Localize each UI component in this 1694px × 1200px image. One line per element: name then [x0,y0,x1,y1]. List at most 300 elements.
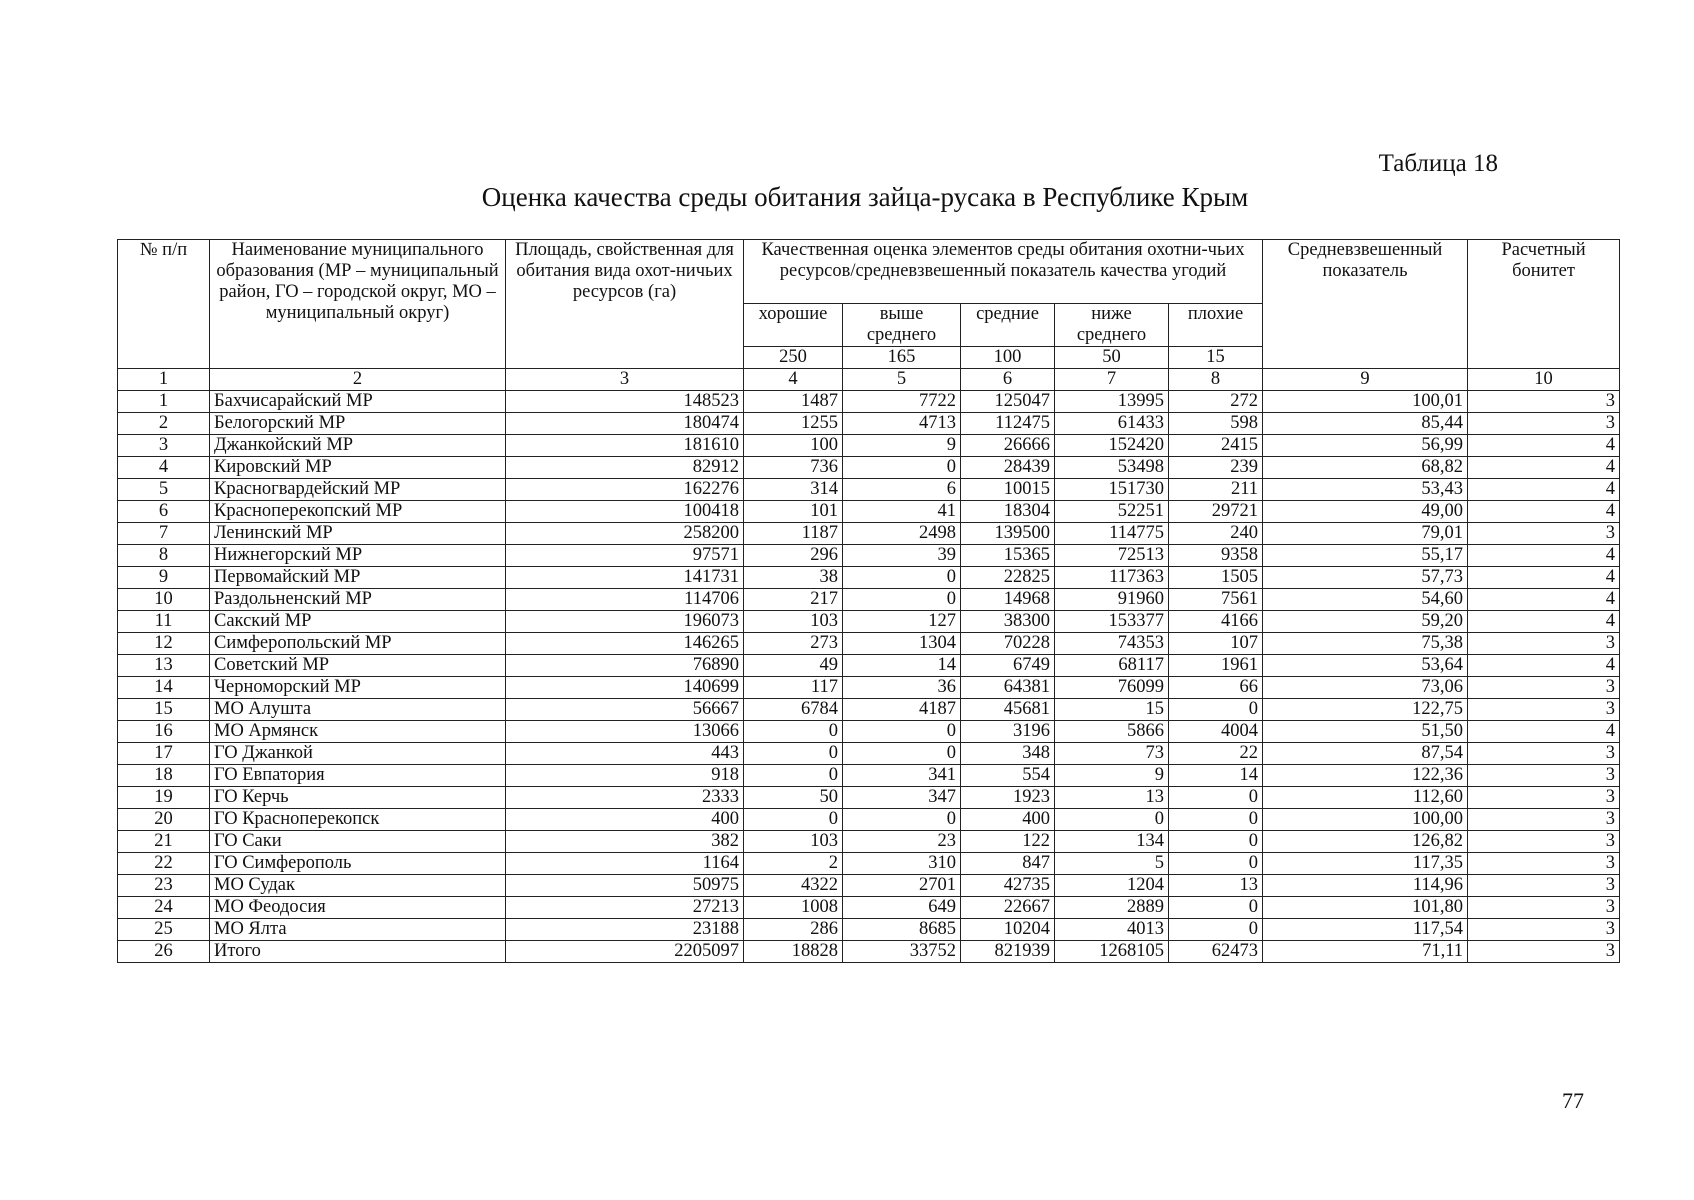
quality-below-average-cell: 5866 [1055,721,1169,743]
quality-average-cell: 42735 [961,875,1055,897]
quality-poor-cell: 14 [1169,765,1263,787]
column-number: 6 [961,369,1055,391]
quality-below-average-cell: 72513 [1055,545,1169,567]
header-weighted: Средневзвешенный показатель [1263,240,1468,369]
row-number-cell: 11 [118,611,210,633]
quality-average-cell: 70228 [961,633,1055,655]
area-cell: 180474 [506,413,744,435]
bonitet-cell: 4 [1468,567,1620,589]
bonitet-cell: 3 [1468,897,1620,919]
quality-above-average-cell: 127 [843,611,961,633]
quality-average-cell: 122 [961,831,1055,853]
quality-average-cell: 28439 [961,457,1055,479]
bonitet-cell: 4 [1468,457,1620,479]
weighted-indicator-cell: 68,82 [1263,457,1468,479]
area-cell: 2333 [506,787,744,809]
quality-above-average-cell: 0 [843,567,961,589]
area-cell: 443 [506,743,744,765]
municipality-name-cell: Бахчисарайский МР [210,391,506,413]
bonitet-cell: 3 [1468,831,1620,853]
quality-below-average-cell: 53498 [1055,457,1169,479]
quality-above-average-cell: 14 [843,655,961,677]
row-number-cell: 12 [118,633,210,655]
bonitet-cell: 4 [1468,501,1620,523]
quality-poor-cell: 272 [1169,391,1263,413]
area-cell: 181610 [506,435,744,457]
quality-poor-cell: 4166 [1169,611,1263,633]
quality-below-average-cell: 74353 [1055,633,1169,655]
quality-average-cell: 3196 [961,721,1055,743]
bonitet-cell: 3 [1468,875,1620,897]
area-cell: 382 [506,831,744,853]
row-number-cell: 21 [118,831,210,853]
quality-poor-cell: 0 [1169,831,1263,853]
quality-poor-cell: 0 [1169,809,1263,831]
row-number-cell: 7 [118,523,210,545]
table-row [118,897,1620,919]
data-table [117,239,1620,963]
area-cell: 140699 [506,677,744,699]
quality-good-cell: 314 [744,479,843,501]
table-row [118,765,1620,787]
area-cell: 76890 [506,655,744,677]
municipality-name-cell: МО Алушта [210,699,506,721]
quality-poor-cell: 0 [1169,897,1263,919]
bonitet-cell: 3 [1468,743,1620,765]
page-number: 77 [1562,1088,1584,1113]
quality-poor-cell: 107 [1169,633,1263,655]
row-number-cell: 16 [118,721,210,743]
quality-good-cell: 101 [744,501,843,523]
quality-good-cell: 286 [744,919,843,941]
quality-good-cell: 6784 [744,699,843,721]
table-row [118,721,1620,743]
column-number: 9 [1263,369,1468,391]
municipality-name-cell: МО Судак [210,875,506,897]
quality-good-cell: 0 [744,765,843,787]
area-cell: 50975 [506,875,744,897]
table-row [118,501,1620,523]
municipality-name-cell: Ленинский МР [210,523,506,545]
municipality-name-cell: Симферопольский МР [210,633,506,655]
quality-poor-cell: 211 [1169,479,1263,501]
bonitet-cell: 3 [1468,391,1620,413]
area-cell: 918 [506,765,744,787]
weighted-indicator-cell: 79,01 [1263,523,1468,545]
area-cell: 196073 [506,611,744,633]
quality-average-cell: 1923 [961,787,1055,809]
quality-above-average-cell: 2498 [843,523,961,545]
row-number-cell: 10 [118,589,210,611]
quality-below-average-cell: 117363 [1055,567,1169,589]
quality-average-cell: 18304 [961,501,1055,523]
table-row [118,809,1620,831]
quality-below-average-cell: 1204 [1055,875,1169,897]
weighted-indicator-cell: 54,60 [1263,589,1468,611]
quality-poor-cell: 62473 [1169,941,1263,963]
quality-below-average-cell: 13995 [1055,391,1169,413]
header-weight-below-average: 50 [1055,347,1169,369]
quality-below-average-cell: 2889 [1055,897,1169,919]
row-number-cell: 13 [118,655,210,677]
quality-good-cell: 0 [744,721,843,743]
municipality-name-cell: МО Феодосия [210,897,506,919]
area-cell: 1164 [506,853,744,875]
weighted-indicator-cell: 53,64 [1263,655,1468,677]
table-row [118,655,1620,677]
quality-above-average-cell: 649 [843,897,961,919]
area-cell: 258200 [506,523,744,545]
bonitet-cell: 4 [1468,655,1620,677]
quality-above-average-cell: 0 [843,721,961,743]
area-cell: 13066 [506,721,744,743]
quality-poor-cell: 66 [1169,677,1263,699]
bonitet-cell: 4 [1468,721,1620,743]
bonitet-cell: 3 [1468,699,1620,721]
quality-average-cell: 847 [961,853,1055,875]
column-number: 7 [1055,369,1169,391]
quality-poor-cell: 7561 [1169,589,1263,611]
quality-below-average-cell: 13 [1055,787,1169,809]
area-cell: 56667 [506,699,744,721]
quality-good-cell: 1187 [744,523,843,545]
weighted-indicator-cell: 55,17 [1263,545,1468,567]
quality-below-average-cell: 68117 [1055,655,1169,677]
quality-average-cell: 10204 [961,919,1055,941]
column-number: 1 [118,369,210,391]
municipality-name-cell: Сакский МР [210,611,506,633]
quality-poor-cell: 240 [1169,523,1263,545]
area-cell: 400 [506,809,744,831]
table-row [118,589,1620,611]
bonitet-cell: 3 [1468,765,1620,787]
quality-below-average-cell: 152420 [1055,435,1169,457]
quality-good-cell: 273 [744,633,843,655]
row-number-cell: 22 [118,853,210,875]
table-row [118,831,1620,853]
bonitet-cell: 3 [1468,941,1620,963]
quality-poor-cell: 1961 [1169,655,1263,677]
weighted-indicator-cell: 114,96 [1263,875,1468,897]
municipality-name-cell: ГО Саки [210,831,506,853]
quality-above-average-cell: 6 [843,479,961,501]
column-number: 2 [210,369,506,391]
area-cell: 162276 [506,479,744,501]
header-name: Наименование муниципального образования (МР – муниципальный район, ГО – городской округ, МО – муниципальный округ) [210,240,506,369]
row-number-cell: 15 [118,699,210,721]
table-label: Таблица 18 [1378,150,1498,177]
quality-good-cell: 18828 [744,941,843,963]
weighted-indicator-cell: 122,36 [1263,765,1468,787]
weighted-indicator-cell: 117,54 [1263,919,1468,941]
quality-average-cell: 38300 [961,611,1055,633]
quality-poor-cell: 0 [1169,853,1263,875]
header-quality-above-average: выше среднего [843,304,961,347]
quality-below-average-cell: 76099 [1055,677,1169,699]
quality-good-cell: 0 [744,809,843,831]
area-cell: 146265 [506,633,744,655]
quality-below-average-cell: 5 [1055,853,1169,875]
weighted-indicator-cell: 85,44 [1263,413,1468,435]
bonitet-cell: 4 [1468,611,1620,633]
quality-above-average-cell: 7722 [843,391,961,413]
municipality-name-cell: Белогорский МР [210,413,506,435]
quality-above-average-cell: 33752 [843,941,961,963]
table-row [118,545,1620,567]
column-number: 3 [506,369,744,391]
quality-above-average-cell: 347 [843,787,961,809]
document-title: Оценка качества среды обитания зайца-русака в Республике Крым [481,182,1249,212]
quality-average-cell: 64381 [961,677,1055,699]
quality-poor-cell: 239 [1169,457,1263,479]
bonitet-cell: 3 [1468,787,1620,809]
table-row [118,875,1620,897]
municipality-name-cell: МО Ялта [210,919,506,941]
area-cell: 141731 [506,567,744,589]
area-cell: 23188 [506,919,744,941]
quality-poor-cell: 1505 [1169,567,1263,589]
quality-below-average-cell: 61433 [1055,413,1169,435]
row-number-cell: 23 [118,875,210,897]
quality-below-average-cell: 0 [1055,809,1169,831]
municipality-name-cell: Кировский МР [210,457,506,479]
table-row [118,699,1620,721]
row-number-cell: 9 [118,567,210,589]
quality-below-average-cell: 151730 [1055,479,1169,501]
municipality-name-cell: Советский МР [210,655,506,677]
quality-above-average-cell: 39 [843,545,961,567]
area-cell: 2205097 [506,941,744,963]
table-row [118,611,1620,633]
quality-good-cell: 117 [744,677,843,699]
quality-average-cell: 10015 [961,479,1055,501]
row-number-cell: 26 [118,941,210,963]
bonitet-cell: 3 [1468,677,1620,699]
weighted-indicator-cell: 112,60 [1263,787,1468,809]
area-cell: 100418 [506,501,744,523]
quality-poor-cell: 13 [1169,875,1263,897]
area-cell: 148523 [506,391,744,413]
quality-good-cell: 1008 [744,897,843,919]
municipality-name-cell: Красногвардейский МР [210,479,506,501]
quality-good-cell: 217 [744,589,843,611]
table-row [118,919,1620,941]
quality-below-average-cell: 4013 [1055,919,1169,941]
municipality-name-cell: Итого [210,941,506,963]
header-row-1 [118,240,1620,304]
row-number-cell: 4 [118,457,210,479]
table-row [118,457,1620,479]
municipality-name-cell: Раздольненский МР [210,589,506,611]
header-quality-poor: плохие [1169,304,1263,347]
weighted-indicator-cell: 75,38 [1263,633,1468,655]
header-quality-below-average: ниже среднего [1055,304,1169,347]
municipality-name-cell: ГО Симферополь [210,853,506,875]
bonitet-cell: 4 [1468,479,1620,501]
bonitet-cell: 4 [1468,435,1620,457]
table-row [118,853,1620,875]
quality-above-average-cell: 4187 [843,699,961,721]
quality-above-average-cell: 41 [843,501,961,523]
bonitet-cell: 3 [1468,853,1620,875]
municipality-name-cell: ГО Керчь [210,787,506,809]
quality-poor-cell: 0 [1169,919,1263,941]
table-row [118,567,1620,589]
quality-below-average-cell: 15 [1055,699,1169,721]
bonitet-cell: 3 [1468,633,1620,655]
weighted-indicator-cell: 59,20 [1263,611,1468,633]
quality-poor-cell: 598 [1169,413,1263,435]
weighted-indicator-cell: 100,00 [1263,809,1468,831]
quality-average-cell: 125047 [961,391,1055,413]
quality-above-average-cell: 341 [843,765,961,787]
header-num: № п/п [118,240,210,369]
quality-average-cell: 22825 [961,567,1055,589]
area-cell: 27213 [506,897,744,919]
weighted-indicator-cell: 126,82 [1263,831,1468,853]
quality-below-average-cell: 91960 [1055,589,1169,611]
quality-above-average-cell: 1304 [843,633,961,655]
quality-good-cell: 103 [744,611,843,633]
header-quality-good: хорошие [744,304,843,347]
header-weight-above-average: 165 [843,347,961,369]
quality-below-average-cell: 52251 [1055,501,1169,523]
row-number-cell: 5 [118,479,210,501]
quality-good-cell: 1487 [744,391,843,413]
quality-above-average-cell: 36 [843,677,961,699]
quality-poor-cell: 4004 [1169,721,1263,743]
quality-above-average-cell: 8685 [843,919,961,941]
quality-poor-cell: 0 [1169,699,1263,721]
bonitet-cell: 3 [1468,523,1620,545]
quality-below-average-cell: 134 [1055,831,1169,853]
weighted-indicator-cell: 122,75 [1263,699,1468,721]
municipality-name-cell: Черноморский МР [210,677,506,699]
quality-above-average-cell: 0 [843,589,961,611]
weighted-indicator-cell: 87,54 [1263,743,1468,765]
quality-good-cell: 38 [744,567,843,589]
quality-below-average-cell: 73 [1055,743,1169,765]
weighted-indicator-cell: 101,80 [1263,897,1468,919]
quality-poor-cell: 0 [1169,787,1263,809]
bonitet-cell: 3 [1468,919,1620,941]
row-number-cell: 19 [118,787,210,809]
row-number-cell: 1 [118,391,210,413]
quality-above-average-cell: 2701 [843,875,961,897]
weighted-indicator-cell: 49,00 [1263,501,1468,523]
weighted-indicator-cell: 53,43 [1263,479,1468,501]
bonitet-cell: 4 [1468,545,1620,567]
column-number: 10 [1468,369,1620,391]
weighted-indicator-cell: 100,01 [1263,391,1468,413]
row-number-cell: 14 [118,677,210,699]
header-weight-poor: 15 [1169,347,1263,369]
area-cell: 114706 [506,589,744,611]
row-number-cell: 20 [118,809,210,831]
municipality-name-cell: ГО Красноперекопск [210,809,506,831]
table-row [118,633,1620,655]
quality-above-average-cell: 310 [843,853,961,875]
quality-good-cell: 296 [744,545,843,567]
weighted-indicator-cell: 57,73 [1263,567,1468,589]
quality-good-cell: 736 [744,457,843,479]
row-number-cell: 8 [118,545,210,567]
table-row [118,787,1620,809]
quality-below-average-cell: 1268105 [1055,941,1169,963]
quality-poor-cell: 22 [1169,743,1263,765]
row-number-cell: 18 [118,765,210,787]
quality-above-average-cell: 4713 [843,413,961,435]
weighted-indicator-cell: 51,50 [1263,721,1468,743]
bonitet-cell: 3 [1468,413,1620,435]
weighted-indicator-cell: 56,99 [1263,435,1468,457]
header-area: Площадь, свойственная для обитания вида охот-ничьих ресурсов (га) [506,240,744,369]
column-number: 8 [1169,369,1263,391]
weighted-indicator-cell: 71,11 [1263,941,1468,963]
quality-below-average-cell: 9 [1055,765,1169,787]
quality-poor-cell: 29721 [1169,501,1263,523]
area-cell: 82912 [506,457,744,479]
table-row [118,941,1620,963]
quality-below-average-cell: 153377 [1055,611,1169,633]
column-number-row [118,369,1620,391]
header-bonitet: Расчетный бонитет [1468,240,1620,369]
quality-above-average-cell: 9 [843,435,961,457]
row-number-cell: 2 [118,413,210,435]
quality-average-cell: 45681 [961,699,1055,721]
municipality-name-cell: Красноперекопский МР [210,501,506,523]
quality-above-average-cell: 23 [843,831,961,853]
row-number-cell: 6 [118,501,210,523]
quality-good-cell: 1255 [744,413,843,435]
area-cell: 97571 [506,545,744,567]
quality-average-cell: 14968 [961,589,1055,611]
quality-above-average-cell: 0 [843,809,961,831]
bonitet-cell: 3 [1468,809,1620,831]
quality-poor-cell: 2415 [1169,435,1263,457]
table-row [118,435,1620,457]
quality-poor-cell: 9358 [1169,545,1263,567]
municipality-name-cell: ГО Джанкой [210,743,506,765]
header-quality-average: средние [961,304,1055,347]
header-weight-good: 250 [744,347,843,369]
quality-average-cell: 348 [961,743,1055,765]
row-number-cell: 24 [118,897,210,919]
table-row [118,523,1620,545]
row-number-cell: 25 [118,919,210,941]
quality-average-cell: 112475 [961,413,1055,435]
municipality-name-cell: МО Армянск [210,721,506,743]
quality-good-cell: 4322 [744,875,843,897]
quality-below-average-cell: 114775 [1055,523,1169,545]
quality-good-cell: 103 [744,831,843,853]
quality-good-cell: 0 [744,743,843,765]
quality-above-average-cell: 0 [843,743,961,765]
municipality-name-cell: ГО Евпатория [210,765,506,787]
weighted-indicator-cell: 117,35 [1263,853,1468,875]
table-row [118,743,1620,765]
quality-good-cell: 2 [744,853,843,875]
quality-average-cell: 6749 [961,655,1055,677]
column-number: 5 [843,369,961,391]
quality-average-cell: 554 [961,765,1055,787]
quality-good-cell: 100 [744,435,843,457]
quality-above-average-cell: 0 [843,457,961,479]
table-row [118,677,1620,699]
bonitet-cell: 4 [1468,589,1620,611]
quality-good-cell: 49 [744,655,843,677]
table-row [118,391,1620,413]
